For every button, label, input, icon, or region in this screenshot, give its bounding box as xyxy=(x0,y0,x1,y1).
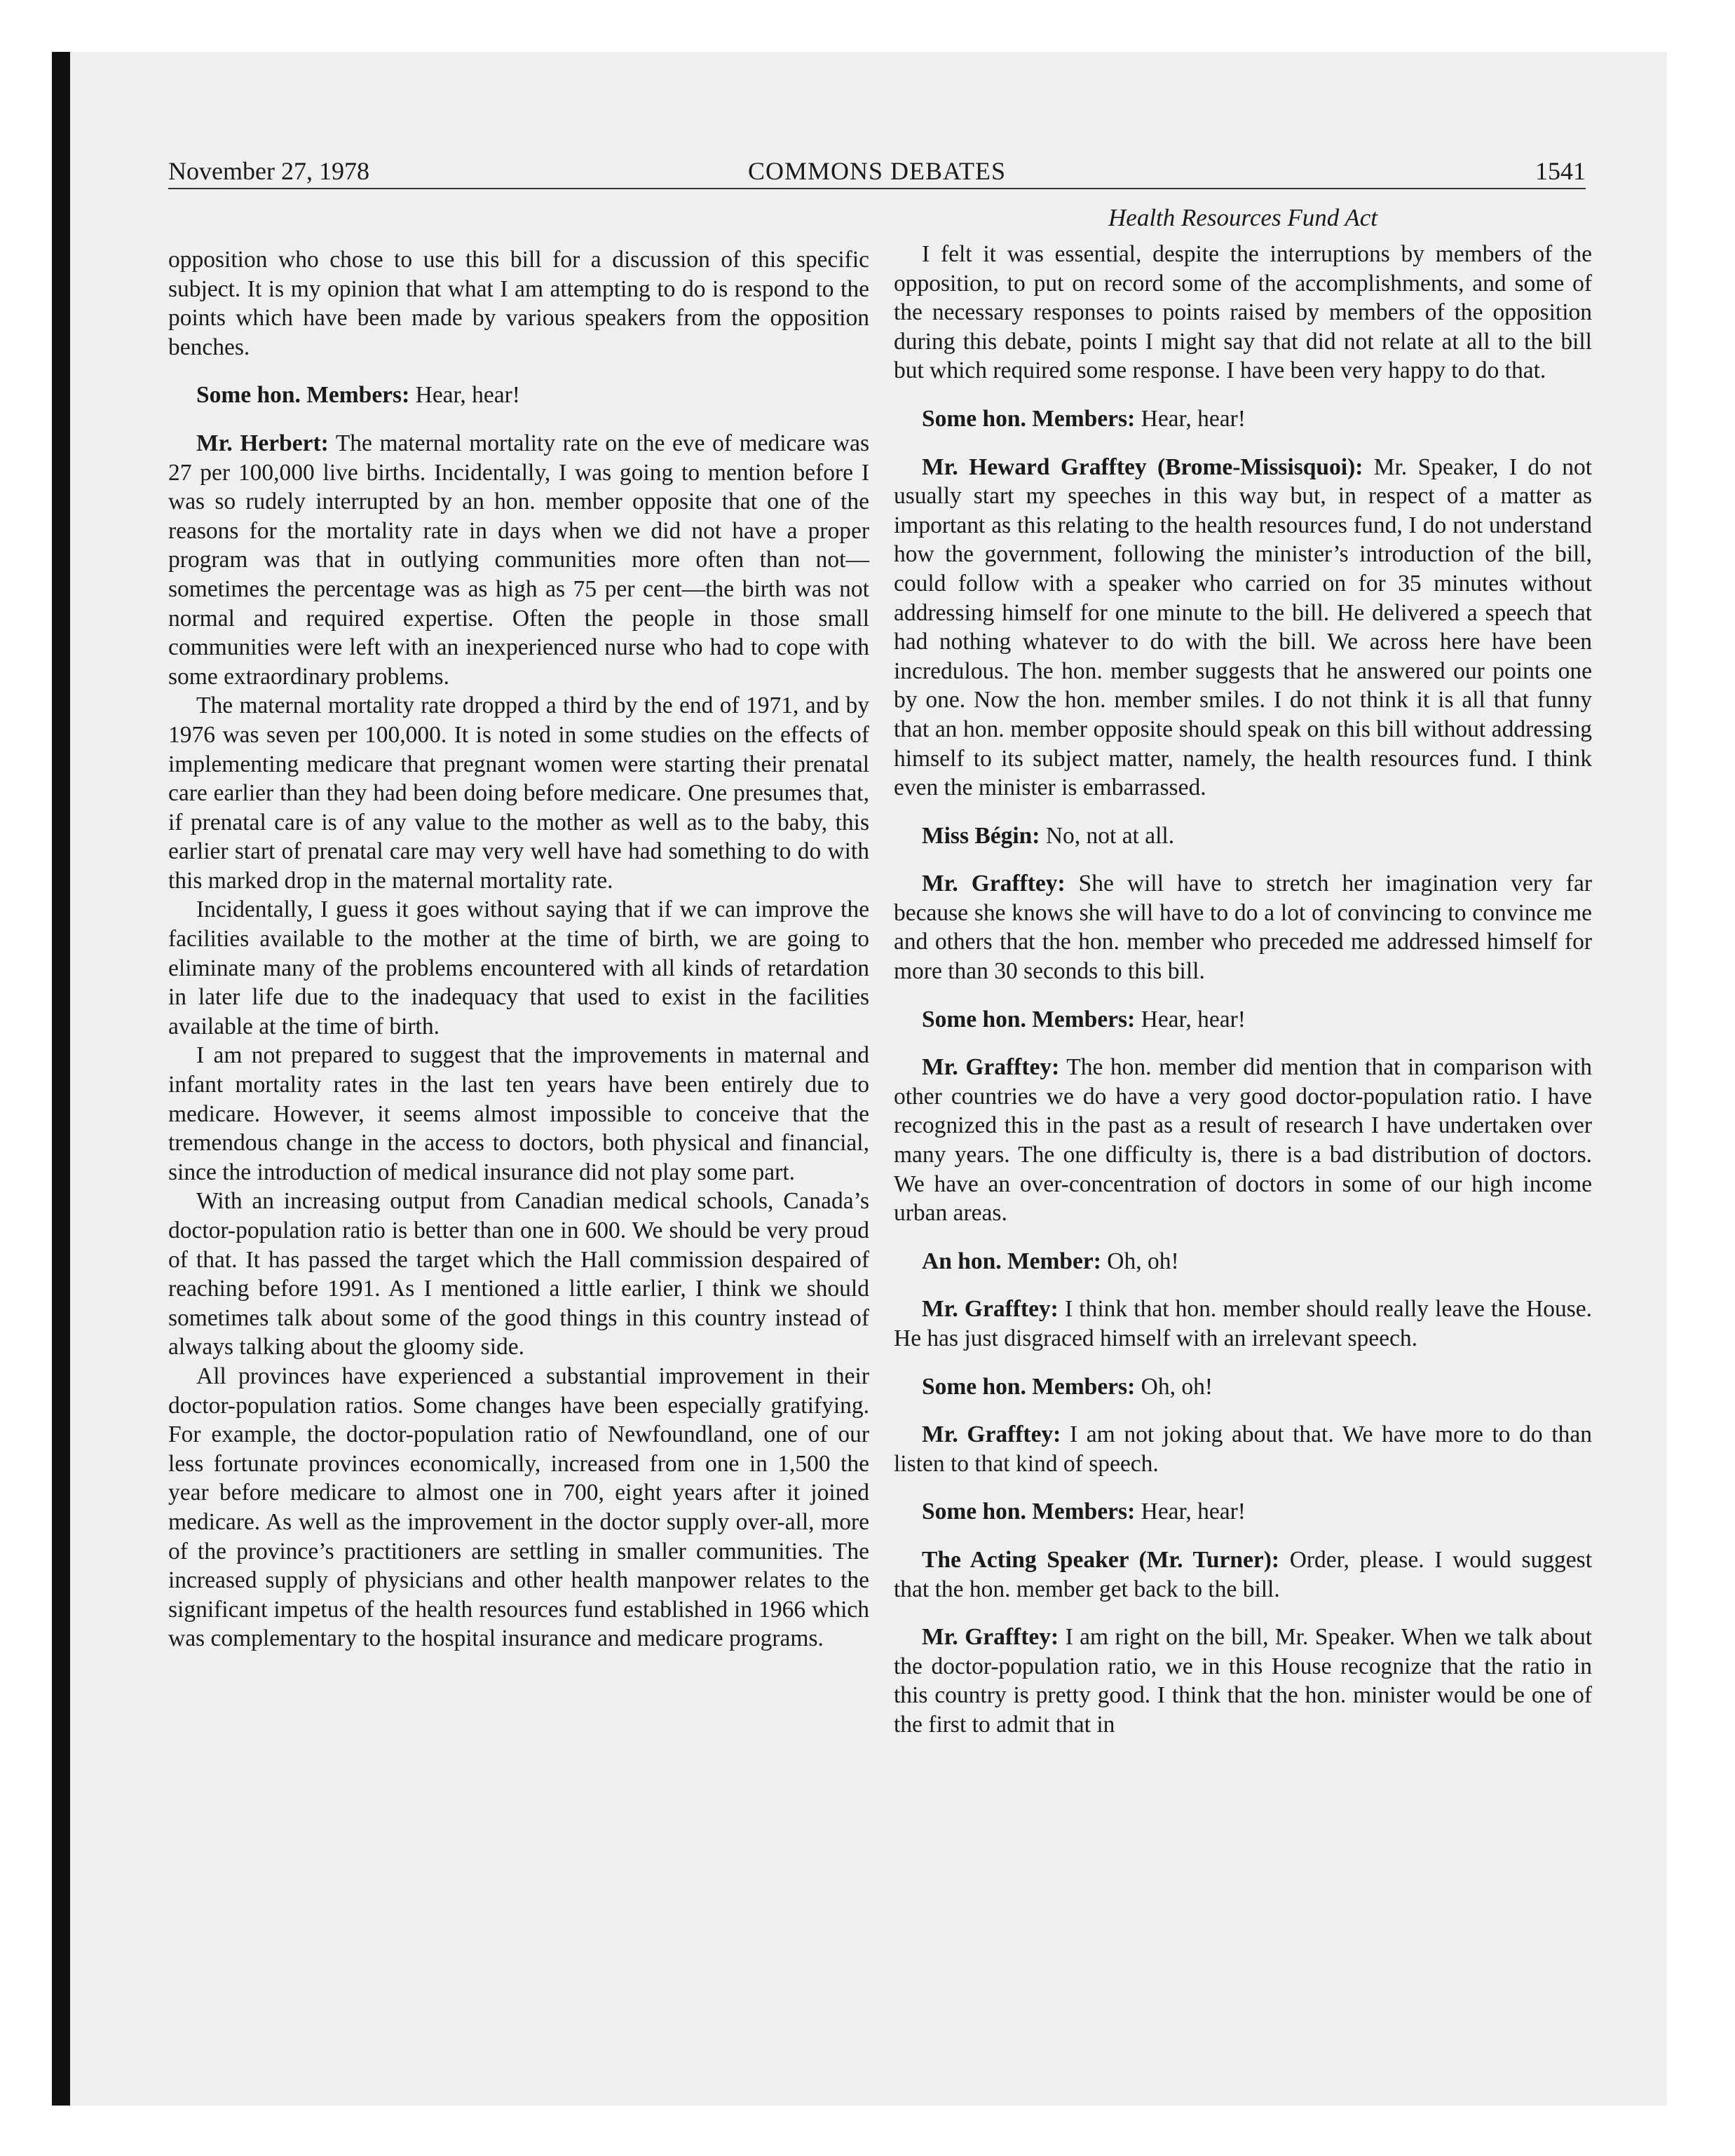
paragraph-text: Hear, hear! xyxy=(415,382,520,409)
interjection xyxy=(894,1247,1592,1276)
paragraph-text: No, not at all. xyxy=(1045,822,1175,849)
header-title: COMMONS DEBATES xyxy=(747,157,1007,185)
speaker-name: Some hon. Members: xyxy=(196,382,410,409)
paragraph-text: I am right on the bill, Mr. Speaker. When we talk about the doctor-population ratio, we in this House recognize that the ratio in this country is pretty good. I think that the hon. minister would be one of the first to admit that in xyxy=(894,1624,1592,1738)
paragraph-text: Oh, oh! xyxy=(1107,1248,1179,1274)
speaker-name: The Acting Speaker (Mr. Turner): xyxy=(922,1546,1280,1573)
paragraph-text: With an increasing output from Canadian medical schools, Canada’s doctor-population ratio is better than one in 600. We should be very proud of that. It has passed the target which the Hall commission despaired of reaching before 1991. As I mentioned a little earlier, I think we should sometimes talk about some of the good things in this country instead of always talking about the gloomy side. xyxy=(168,1188,869,1360)
paragraph-text: Hear, hear! xyxy=(1141,1006,1246,1032)
speaker-name: Mr. Grafftey: xyxy=(922,1054,1060,1081)
paragraph-text: Oh, oh! xyxy=(1141,1373,1213,1400)
paragraph xyxy=(168,895,869,1041)
paragraph-text: Mr. Speaker, I do not usually start my speeches in this way but, in respect of a matter as important as this relating to the health resources fund, I do not understand how the government, following the minister’s introduction of the bill, could follow with a speaker who carried on for 35 minutes without addressing himself for one minute to the bill. He delivered a speech that had nothing whatever to do with the bill. We across here have been incredulous. The hon. member suggests that he answered our points one by one. Now the hon. member smiles. I do not think it is all that funny that an hon. member opposite should speak on this bill without addressing himself to its subject matter, namely, the health resources fund. I think even the minister is embarrassed. xyxy=(894,453,1593,801)
paragraph-text: Incidentally, I guess it goes without saying that if we can improve the facilities available to the mother at the time of birth, we are going to eliminate many of the problems encountered with all kinds of retardation in later life due to the inadequacy that used to exist in the facilities available at the time of birth. xyxy=(168,896,869,1039)
paragraph xyxy=(168,1041,869,1187)
speech-paragraph xyxy=(894,1295,1592,1353)
scan-edge xyxy=(52,52,70,2106)
paragraph-text: The maternal mortality rate on the eve of medicare was 27 per 100,000 live births. Incidentally, I was going to mention before I was so rudely interrupted by an hon. member opposite that one of the reasons for the mortality rate in days when we did not have a proper program was that in outlying communities more often than not—sometimes the percentage was as high as 75 per cent—the birth was not normal and required expertise. Often the people in those small communities were left with an inexperienced nurse who had to cope with some extraordinary problems. xyxy=(168,430,869,690)
paragraph-text: I am not prepared to suggest that the improvements in maternal and infant mortality rates in the last ten years have been entirely due to medicare. However, it seems almost impossible to conceive that the tremendous change in the access to doctors, both physical and financial, since the introduction of medical insurance did not play some part. xyxy=(168,1042,869,1185)
interjection xyxy=(168,381,869,410)
paragraph-text: I am not joking about that. We have more to do than listen to that kind of speech. xyxy=(894,1421,1592,1477)
speaker-name: Mr. Grafftey: xyxy=(922,1421,1061,1448)
speech-paragraph xyxy=(894,1546,1592,1604)
paragraph xyxy=(168,245,869,362)
speaker-name: An hon. Member: xyxy=(922,1248,1101,1274)
paragraph-text: Hear, hear! xyxy=(1141,1499,1246,1525)
paragraph-text: Hear, hear! xyxy=(1141,405,1246,432)
speaker-name: Miss Bégin: xyxy=(922,822,1040,849)
interjection xyxy=(894,1372,1592,1402)
paragraph-text: All provinces have experienced a substantial improvement in their doctor-population ratios. Some changes have been especially gratifying. For example, the doctor-population ratio of Newfoundland, one of our less fortunate provinces economically, increased from one in 1,500 the year before medicare to almost one in 700, eight years after it joined medicare. As well as the improvement in the doctor supply over-all, more of the province’s practitioners are settling in smaller communities. The increased supply of physicians and other health manpower relates to the significant impetus of the health resources fund established in 1966 which was complementary to the hospital insurance and medicare programs. xyxy=(168,1363,869,1652)
speech-paragraph xyxy=(168,429,869,691)
speaker-name: Some hon. Members: xyxy=(922,1006,1136,1032)
paragraph xyxy=(168,1362,869,1653)
speaker-name: Some hon. Members: xyxy=(922,405,1136,432)
paragraph-text: Order, please. I would suggest that the hon. member get back to the bill. xyxy=(894,1546,1592,1602)
interjection xyxy=(894,1497,1592,1527)
paragraph xyxy=(894,240,1592,386)
speech-paragraph xyxy=(894,453,1592,803)
speech-paragraph xyxy=(894,1420,1592,1478)
paragraph xyxy=(168,691,869,895)
speech-paragraph xyxy=(894,1623,1592,1739)
paragraph xyxy=(168,1187,869,1362)
paragraph-text: The hon. member did mention that in comparison with other countries we do have a very good doctor-population ratio. I have recognized this in the past as a result of research I have undertaken over many years. The one difficulty is, there is a bad distribution of doctors. We have an over-concentration of doctors in some of our high income urban areas. xyxy=(894,1054,1592,1227)
speaker-name: Some hon. Members: xyxy=(922,1499,1136,1525)
header-date: November 27, 1978 xyxy=(168,157,369,185)
paragraph-text: I think that hon. member should really leave the House. He has just disgraced himself with an irrelevant speech. xyxy=(894,1296,1592,1351)
speaker-name: Mr. Grafftey: xyxy=(922,1624,1059,1651)
interjection xyxy=(894,404,1592,434)
interjection xyxy=(894,821,1592,851)
header-rule xyxy=(168,188,1586,189)
page-number: 1541 xyxy=(1535,157,1586,185)
speaker-name: Some hon. Members: xyxy=(922,1373,1136,1400)
speaker-name: Mr. Grafftey: xyxy=(922,871,1066,897)
speaker-name: Mr. Grafftey: xyxy=(922,1296,1059,1323)
paragraph-text: I felt it was essential, despite the interruptions by members of the opposition, to put on record some of the accomplishments, and some of the necessary responses to points raised by members of the opposition during this debate, points I might say that did not relate at all to the bill but which required some response. I have been very happy to do that. xyxy=(894,241,1592,384)
section-title: Health Resources Fund Act xyxy=(1108,204,1377,231)
speaker-name: Mr. Heward Grafftey (Brome-Missisquoi): xyxy=(922,453,1363,480)
paragraph-text: opposition who chose to use this bill for a discussion of this specific subject. It is my opinion that what I am attempting to do is respond to the points which have been made by various speakers from the opposition benches. xyxy=(168,247,869,360)
speaker-name: Mr. Herbert: xyxy=(196,430,329,456)
speech-paragraph xyxy=(894,1053,1592,1228)
right-column xyxy=(894,203,1592,1740)
paragraph-text: She will have to stretch her imagination very far because she knows she will have to do a lot of convincing to convince me and others that the hon. member who preceded me addressed himself for more than 30 seconds to this bill. xyxy=(894,871,1592,985)
paragraph-text: The maternal mortality rate dropped a third by the end of 1971, and by 1976 was seven per 100,000. It is noted in some studies on the effects of implementing medicare that pregnant women were starting their prenatal care earlier than they had been doing before medicare. One presumes that, if prenatal care is of any value to the mother as well as to the baby, this earlier start of prenatal care may very well have had something to do with this marked drop in the maternal mortality rate. xyxy=(168,692,869,894)
page-header xyxy=(168,153,1586,189)
speech-paragraph xyxy=(894,869,1592,985)
interjection xyxy=(894,1005,1592,1035)
left-column xyxy=(168,245,869,1653)
